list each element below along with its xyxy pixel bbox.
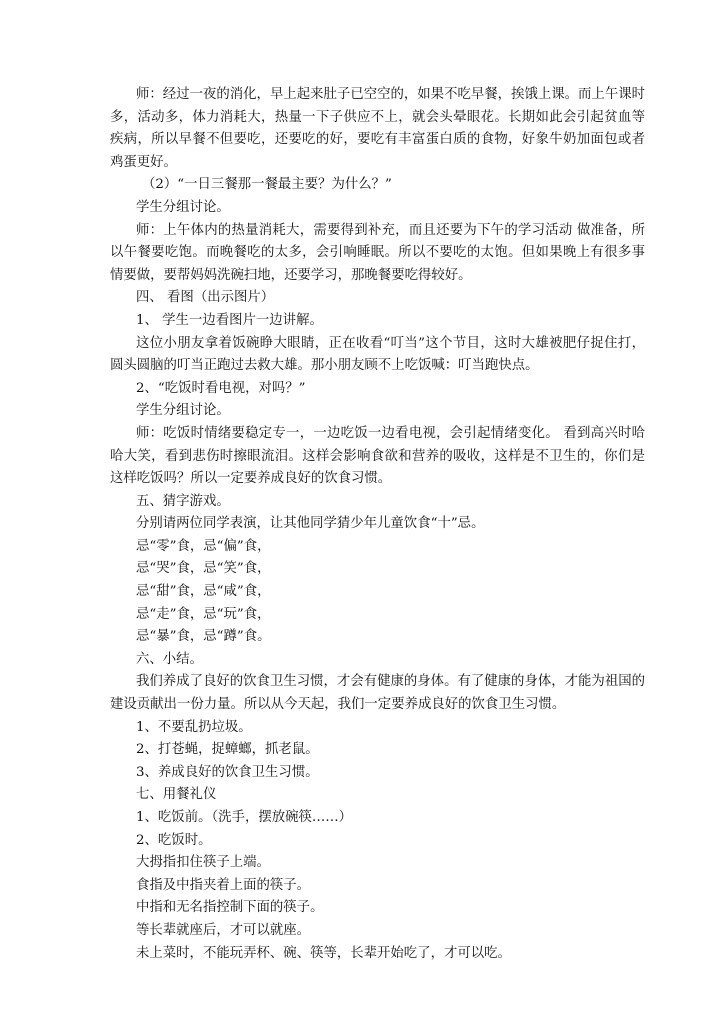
paragraph: 1、 学生一边看图片一边讲解。 — [136, 312, 323, 328]
section-heading: 四、 看图（出示图片） — [136, 290, 275, 306]
paragraph: （2）“一日三餐那一餐最主要？为什么？” — [142, 177, 392, 193]
list-item: 忌“甜”食，忌“咸”食， — [136, 584, 271, 600]
paragraph: 中指和无名指控制下面的筷子。 — [136, 900, 324, 916]
paragraph: 大拇指扣住筷子上端。 — [136, 855, 270, 871]
section-heading: 六、小结。 — [136, 651, 203, 667]
section-heading: 七、用餐礼仪 — [136, 787, 217, 803]
list-item: 忌“暴”食，忌“蹲”食。 — [136, 629, 271, 645]
paragraph: 等长辈就座后，才可以就座。 — [136, 922, 311, 938]
paragraph: 食指及中指夹着上面的筷子。 — [136, 877, 311, 893]
list-item: 忌“走”食，忌“玩”食， — [136, 606, 271, 622]
document-body — [110, 84, 645, 965]
paragraph: 学生分组讨论。 — [136, 199, 230, 215]
paragraph: 学生分组讨论。 — [136, 403, 230, 419]
list-item: 1、吃饭前。（洗手，摆放碗筷……） — [136, 810, 353, 825]
list-item: 2、打苍蝇，捉蟑螂，抓老鼠。 — [136, 742, 319, 758]
paragraph: 师：上午体内的热量消耗大，需要得到补充，而且还要为下午的学习活动 做准备，所以午餐要吃饱。而晚餐吃的太多，会引响睡眠。所以不要吃的太饱。但如果晚上有很多事情要做，要帮妈妈洗碗扫地，还要学习，那晚餐要吃得较好。 — [110, 222, 645, 283]
list-item: 3、养成良好的饮食卫生习惯。 — [136, 764, 319, 780]
list-item: 2、吃饭时。 — [136, 832, 212, 848]
paragraph: 师：经过一夜的消化，早上起来肚子已空空的，如果不吃早餐，挨饿上课。而上午课时多，活动多，体力消耗大，热量一下子供应不上，就会头晕眼花。长期如此会引起贫血等疾病，所以早餐不但要吃，还要吃的好，要吃有丰富蛋白质的食物，好象牛奶加面包或者鸡蛋更好。 — [110, 87, 645, 170]
section-heading: 五、猜字游戏。 — [136, 493, 230, 509]
list-item: 1、不要乱扔垃圾。 — [136, 719, 252, 735]
paragraph: 师：吃饭时情绪要稳定专一，一边吃饭一边看电视，会引起情绪变化。 看到高兴时哈哈大笑，看到悲伤时擦眼流泪。这样会影响食欲和营养的吸收，这样是不卫生的，你们是这样吃饭吗？所以一定要养成良好的饮食习惯。 — [110, 425, 645, 487]
list-item: 忌“零”食，忌“偏”食， — [136, 538, 271, 554]
list-item: 忌“哭”食，忌“笑”食， — [136, 561, 271, 577]
paragraph: 这位小朋友拿着饭碗睁大眼睛，正在收看“叮当”这个节目，这时大雄被肥仔捉住打，圆头圆脑的叮当正跑过去救大雄。那小朋友顾不上吃饭喊：叮当跑快点。 — [110, 335, 645, 374]
paragraph: 2、“吃饭时看电视，对吗？” — [136, 380, 306, 396]
paragraph: 未上菜时，不能玩弄杯、碗、筷等，长辈开始吃了，才可以吃。 — [136, 945, 511, 961]
paragraph: 我们养成了良好的饮食卫生习惯，才会有健康的身体。有了健康的身体，才能为祖国的建设贡献出一份力量。所以从今天起，我们一定要养成良好的饮食卫生习惯。 — [110, 674, 645, 713]
paragraph: 分别请两位同学表演，让其他同学猜少年儿童饮食“十”忌。 — [136, 516, 485, 532]
